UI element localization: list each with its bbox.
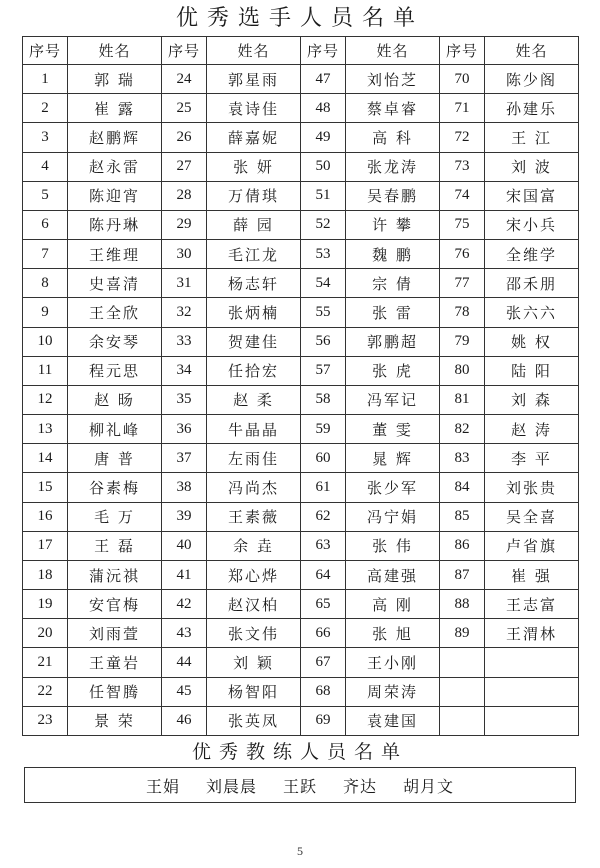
name-cell: 高 科	[346, 123, 440, 152]
seq-cell: 22	[23, 677, 68, 706]
coach-section-title: 优秀教练人员名单	[191, 741, 408, 763]
seq-cell: 7	[23, 240, 68, 269]
seq-cell: 44	[162, 648, 207, 677]
seq-cell: 66	[301, 619, 346, 648]
seq-cell	[440, 677, 485, 706]
seq-cell: 61	[301, 473, 346, 502]
name-cell: 陈少阁	[485, 65, 579, 94]
name-cell: 赵鹏辉	[68, 123, 162, 152]
table-row	[23, 385, 579, 414]
seq-cell: 42	[162, 590, 207, 619]
name-cell: 任智腾	[68, 677, 162, 706]
name-cell: 刘 颖	[207, 648, 301, 677]
seq-cell: 11	[23, 356, 68, 385]
seq-cell	[440, 648, 485, 677]
table-row	[23, 444, 579, 473]
name-cell: 郭星雨	[207, 65, 301, 94]
seq-cell: 18	[23, 560, 68, 589]
name-cell: 赵 柔	[207, 385, 301, 414]
name-cell: 吴春鹏	[346, 181, 440, 210]
name-cell: 贺建佳	[207, 327, 301, 356]
name-cell: 卢省旗	[485, 531, 579, 560]
name-cell: 毛江龙	[207, 240, 301, 269]
seq-cell: 53	[301, 240, 346, 269]
name-cell: 赵 涛	[485, 415, 579, 444]
name-cell: 王 江	[485, 123, 579, 152]
seq-cell	[440, 706, 485, 735]
seq-cell: 1	[23, 65, 68, 94]
seq-cell: 39	[162, 502, 207, 531]
name-cell: 高建强	[346, 560, 440, 589]
seq-cell: 76	[440, 240, 485, 269]
name-cell: 李 平	[485, 444, 579, 473]
seq-cell: 28	[162, 181, 207, 210]
seq-cell: 71	[440, 94, 485, 123]
seq-cell: 83	[440, 444, 485, 473]
name-cell: 高 刚	[346, 590, 440, 619]
table-row	[23, 298, 579, 327]
table-row	[23, 94, 579, 123]
seq-cell: 57	[301, 356, 346, 385]
seq-cell: 85	[440, 502, 485, 531]
seq-cell: 15	[23, 473, 68, 502]
name-cell: 郭鹏超	[346, 327, 440, 356]
table-row	[23, 473, 579, 502]
name-cell: 左雨佳	[207, 444, 301, 473]
seq-cell: 29	[162, 210, 207, 239]
name-cell: 张英凤	[207, 706, 301, 735]
seq-cell: 67	[301, 648, 346, 677]
name-cell: 王渭林	[485, 619, 579, 648]
table-row	[23, 210, 579, 239]
seq-cell: 45	[162, 677, 207, 706]
seq-cell: 47	[301, 65, 346, 94]
name-cell: 全维学	[485, 240, 579, 269]
name-cell: 邵禾朋	[485, 269, 579, 298]
seq-cell: 52	[301, 210, 346, 239]
name-cell: 唐 普	[68, 444, 162, 473]
seq-cell: 26	[162, 123, 207, 152]
name-cell: 宋国富	[485, 181, 579, 210]
seq-cell: 62	[301, 502, 346, 531]
header-name: 姓名	[485, 37, 579, 65]
seq-cell: 34	[162, 356, 207, 385]
header-name: 姓名	[68, 37, 162, 65]
table-row	[23, 269, 579, 298]
seq-cell: 82	[440, 415, 485, 444]
seq-cell: 17	[23, 531, 68, 560]
players-table	[22, 36, 579, 736]
name-cell: 董 雯	[346, 415, 440, 444]
page-number: 5	[297, 844, 303, 858]
seq-cell: 75	[440, 210, 485, 239]
name-cell	[485, 648, 579, 677]
seq-cell: 38	[162, 473, 207, 502]
name-cell: 魏 鹏	[346, 240, 440, 269]
table-row	[23, 240, 579, 269]
seq-cell: 72	[440, 123, 485, 152]
name-cell: 郑心烨	[207, 560, 301, 589]
seq-cell: 68	[301, 677, 346, 706]
header-row	[23, 37, 579, 65]
seq-cell: 3	[23, 123, 68, 152]
seq-cell: 84	[440, 473, 485, 502]
name-cell: 薛 园	[207, 210, 301, 239]
name-cell: 杨智阳	[207, 677, 301, 706]
table-row	[23, 65, 579, 94]
name-cell: 崔 强	[485, 560, 579, 589]
table-row	[23, 123, 579, 152]
seq-cell: 16	[23, 502, 68, 531]
name-cell: 陈迎宵	[68, 181, 162, 210]
name-cell: 王志富	[485, 590, 579, 619]
name-cell: 张 虎	[346, 356, 440, 385]
name-cell: 刘 森	[485, 385, 579, 414]
seq-cell: 74	[440, 181, 485, 210]
name-cell: 赵永雷	[68, 152, 162, 181]
seq-cell: 70	[440, 65, 485, 94]
seq-cell: 56	[301, 327, 346, 356]
coach-list	[24, 767, 576, 803]
seq-cell: 24	[162, 65, 207, 94]
name-cell: 余安琴	[68, 327, 162, 356]
name-cell: 牛晶晶	[207, 415, 301, 444]
coach-name: 胡月文	[403, 776, 455, 796]
table-row	[23, 648, 579, 677]
name-cell: 赵汉柏	[207, 590, 301, 619]
name-cell: 张 妍	[207, 152, 301, 181]
table-row	[23, 706, 579, 735]
seq-cell: 19	[23, 590, 68, 619]
seq-cell: 40	[162, 531, 207, 560]
seq-cell: 5	[23, 181, 68, 210]
name-cell: 程元思	[68, 356, 162, 385]
name-cell: 冯军记	[346, 385, 440, 414]
seq-cell: 48	[301, 94, 346, 123]
name-cell: 张文伟	[207, 619, 301, 648]
table-row	[23, 619, 579, 648]
name-cell: 王素薇	[207, 502, 301, 531]
table-row	[23, 356, 579, 385]
name-cell: 宋小兵	[485, 210, 579, 239]
name-cell: 杨志轩	[207, 269, 301, 298]
name-cell: 袁建国	[346, 706, 440, 735]
name-cell: 郭 瑞	[68, 65, 162, 94]
seq-cell: 55	[301, 298, 346, 327]
name-cell: 张 雷	[346, 298, 440, 327]
seq-cell: 58	[301, 385, 346, 414]
name-cell: 蒲沅祺	[68, 560, 162, 589]
seq-cell: 63	[301, 531, 346, 560]
name-cell: 任拾宏	[207, 356, 301, 385]
seq-cell: 10	[23, 327, 68, 356]
name-cell: 王童岩	[68, 648, 162, 677]
name-cell: 张 伟	[346, 531, 440, 560]
seq-cell: 12	[23, 385, 68, 414]
table-row	[23, 677, 579, 706]
name-cell: 许 攀	[346, 210, 440, 239]
name-cell: 张 旭	[346, 619, 440, 648]
name-cell: 冯宁娟	[346, 502, 440, 531]
name-cell: 孙建乐	[485, 94, 579, 123]
name-cell: 姚 权	[485, 327, 579, 356]
header-seq: 序号	[301, 37, 346, 65]
header-seq: 序号	[23, 37, 68, 65]
name-cell: 陈丹琳	[68, 210, 162, 239]
seq-cell: 78	[440, 298, 485, 327]
name-cell: 吴全喜	[485, 502, 579, 531]
seq-cell: 37	[162, 444, 207, 473]
seq-cell: 51	[301, 181, 346, 210]
name-cell: 张少军	[346, 473, 440, 502]
name-cell	[485, 677, 579, 706]
seq-cell: 69	[301, 706, 346, 735]
name-cell: 安官梅	[68, 590, 162, 619]
seq-cell: 20	[23, 619, 68, 648]
name-cell: 史喜清	[68, 269, 162, 298]
seq-cell: 36	[162, 415, 207, 444]
coach-name: 王娟	[145, 776, 180, 796]
seq-cell: 50	[301, 152, 346, 181]
name-cell: 王全欣	[68, 298, 162, 327]
name-cell: 王维理	[68, 240, 162, 269]
seq-cell: 30	[162, 240, 207, 269]
header-name: 姓名	[207, 37, 301, 65]
table-row	[23, 152, 579, 181]
seq-cell: 54	[301, 269, 346, 298]
name-cell: 赵 旸	[68, 385, 162, 414]
seq-cell: 35	[162, 385, 207, 414]
header-seq: 序号	[162, 37, 207, 65]
name-cell: 陆 阳	[485, 356, 579, 385]
name-cell: 王 磊	[68, 531, 162, 560]
name-cell	[485, 706, 579, 735]
table-row	[23, 531, 579, 560]
seq-cell: 77	[440, 269, 485, 298]
name-cell: 张六六	[485, 298, 579, 327]
name-cell: 王小刚	[346, 648, 440, 677]
name-cell: 柳礼峰	[68, 415, 162, 444]
seq-cell: 14	[23, 444, 68, 473]
seq-cell: 9	[23, 298, 68, 327]
page-title: 优秀选手人员名单	[175, 6, 424, 31]
name-cell: 刘张贵	[485, 473, 579, 502]
seq-cell: 79	[440, 327, 485, 356]
seq-cell: 27	[162, 152, 207, 181]
seq-cell: 4	[23, 152, 68, 181]
name-cell: 张炳楠	[207, 298, 301, 327]
name-cell: 薛嘉妮	[207, 123, 301, 152]
seq-cell: 8	[23, 269, 68, 298]
seq-cell: 46	[162, 706, 207, 735]
seq-cell: 21	[23, 648, 68, 677]
seq-cell: 33	[162, 327, 207, 356]
name-cell: 刘雨萱	[68, 619, 162, 648]
name-cell: 万倩琪	[207, 181, 301, 210]
name-cell: 周荣涛	[346, 677, 440, 706]
seq-cell: 31	[162, 269, 207, 298]
seq-cell: 65	[301, 590, 346, 619]
table-row	[23, 181, 579, 210]
table-row	[23, 327, 579, 356]
table-row	[23, 590, 579, 619]
table-row	[23, 415, 579, 444]
header-name: 姓名	[346, 37, 440, 65]
name-cell: 刘 波	[485, 152, 579, 181]
seq-cell: 13	[23, 415, 68, 444]
name-cell: 张龙涛	[346, 152, 440, 181]
seq-cell: 6	[23, 210, 68, 239]
name-cell: 刘怡芝	[346, 65, 440, 94]
seq-cell: 80	[440, 356, 485, 385]
seq-cell: 88	[440, 590, 485, 619]
coach-name: 刘晨晨	[205, 776, 257, 796]
seq-cell: 60	[301, 444, 346, 473]
seq-cell: 59	[301, 415, 346, 444]
header-seq: 序号	[440, 37, 485, 65]
name-cell: 崔 露	[68, 94, 162, 123]
seq-cell: 32	[162, 298, 207, 327]
name-cell: 余 垚	[207, 531, 301, 560]
seq-cell: 81	[440, 385, 485, 414]
seq-cell: 23	[23, 706, 68, 735]
seq-cell: 87	[440, 560, 485, 589]
seq-cell: 64	[301, 560, 346, 589]
seq-cell: 41	[162, 560, 207, 589]
seq-cell: 25	[162, 94, 207, 123]
coach-name: 王跃	[282, 776, 317, 796]
name-cell: 谷素梅	[68, 473, 162, 502]
name-cell: 冯尚杰	[207, 473, 301, 502]
seq-cell: 2	[23, 94, 68, 123]
seq-cell: 86	[440, 531, 485, 560]
name-cell: 毛 万	[68, 502, 162, 531]
name-cell: 蔡卓睿	[346, 94, 440, 123]
coach-name: 齐达	[343, 776, 378, 796]
table-row	[23, 502, 579, 531]
name-cell: 宗 倩	[346, 269, 440, 298]
seq-cell: 89	[440, 619, 485, 648]
name-cell: 景 荣	[68, 706, 162, 735]
seq-cell: 49	[301, 123, 346, 152]
seq-cell: 73	[440, 152, 485, 181]
name-cell: 晁 辉	[346, 444, 440, 473]
table-row	[23, 560, 579, 589]
seq-cell: 43	[162, 619, 207, 648]
name-cell: 袁诗佳	[207, 94, 301, 123]
